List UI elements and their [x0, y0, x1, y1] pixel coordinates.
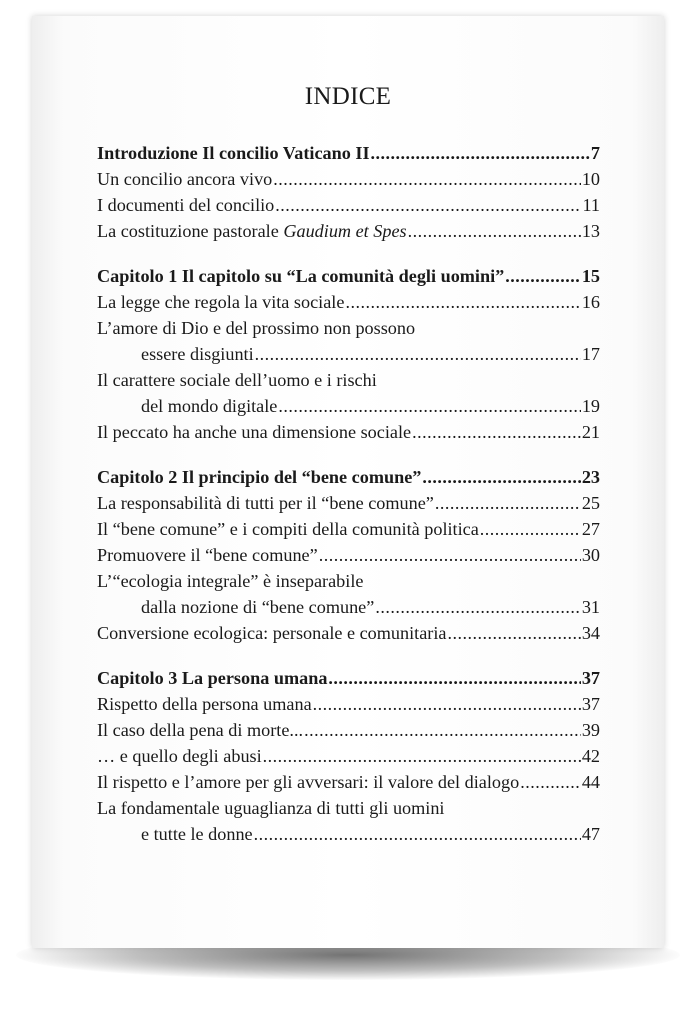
dot-leader: [328, 665, 580, 691]
toc-entry[interactable]: [97, 821, 600, 847]
dot-leader: [273, 166, 581, 192]
toc-entry-title: Il peccato ha anche una dimensione sociale: [97, 422, 412, 442]
chapter-heading-title: Introduzione Il concilio Vaticano II: [97, 143, 370, 163]
toc-entry[interactable]: [97, 620, 600, 646]
toc-entry-title: Il “bene comune” e i compiti della comunità politica: [97, 519, 479, 539]
page-number: 17: [581, 344, 600, 364]
page-number: 34: [581, 623, 600, 643]
dot-leader: [254, 821, 581, 847]
page-number: 23: [581, 467, 600, 487]
toc-entry[interactable]: [97, 542, 600, 568]
page-number: 15: [581, 266, 600, 286]
page-title: INDICE: [304, 83, 392, 110]
toc-entry-title: Il caso della pena di morte...: [97, 720, 304, 740]
toc-section: [97, 665, 600, 847]
toc-entry-title: Promuovere il “bene comune”: [97, 545, 318, 565]
dot-leader: [447, 620, 580, 646]
dot-leader: [371, 140, 590, 166]
chapter-heading-title: Capitolo 1 Il capitolo su “La comunità degli uomini”: [97, 266, 505, 286]
dot-leader: [319, 542, 581, 568]
toc-entry[interactable]: [97, 717, 600, 743]
toc-entry[interactable]: [97, 769, 600, 795]
page-number: 19: [581, 396, 600, 416]
toc-entry[interactable]: [97, 490, 600, 516]
dot-leader: [313, 691, 581, 717]
chapter-heading-title: Capitolo 2 Il principio del “bene comune”: [97, 467, 422, 487]
chapter-heading[interactable]: [97, 263, 600, 289]
toc-entry[interactable]: [97, 594, 600, 620]
page-number: 16: [581, 292, 600, 312]
toc-entry-title: Rispetto della persona umana: [97, 694, 312, 714]
page-number: 11: [582, 195, 600, 215]
table-of-contents: [97, 140, 600, 866]
toc-entry[interactable]: [97, 419, 600, 445]
page-number: 37: [581, 694, 600, 714]
dot-leader: [255, 341, 581, 367]
toc-entry-title: dalla nozione di “bene comune”: [141, 597, 375, 617]
toc-entry[interactable]: [97, 743, 600, 769]
toc-section: [97, 140, 600, 244]
chapter-heading[interactable]: [97, 464, 600, 490]
toc-entry[interactable]: [97, 516, 600, 542]
toc-section: [97, 263, 600, 445]
page-number: 42: [581, 746, 600, 766]
toc-entry[interactable]: [97, 315, 600, 341]
toc-entry-title: Il carattere sociale dell’uomo e i rischi: [97, 370, 377, 390]
page-number: 7: [590, 143, 600, 163]
page-number: 25: [581, 493, 600, 513]
toc-entry-title: essere disgiunti: [141, 344, 254, 364]
toc-entry-title: I documenti del concilio: [97, 195, 275, 215]
dot-leader: [278, 393, 580, 419]
toc-entry[interactable]: [97, 795, 600, 821]
page-number: 39: [581, 720, 600, 740]
dot-leader: [345, 289, 580, 315]
dot-leader: [480, 516, 581, 542]
page-number: 44: [581, 772, 600, 792]
toc-entry[interactable]: [97, 691, 600, 717]
toc-entry-title: Il rispetto e l’amore per gli avversari: il valore del dialogo: [97, 772, 520, 792]
toc-entry-title: del mondo digitale: [141, 396, 278, 416]
dot-leader: [304, 717, 581, 743]
dot-leader: [520, 769, 581, 795]
toc-entry-title: e tutte le donne: [141, 824, 253, 844]
page-number: 30: [581, 545, 600, 565]
chapter-heading-title: Capitolo 3 La persona umana: [97, 668, 328, 688]
toc-entry[interactable]: [97, 192, 600, 218]
dot-leader: [422, 464, 580, 490]
toc-entry-title: L’amore di Dio e del prossimo non possono: [97, 318, 416, 338]
toc-entry[interactable]: [97, 289, 600, 315]
toc-section: [97, 464, 600, 646]
toc-entry[interactable]: [97, 218, 600, 244]
toc-entry[interactable]: [97, 367, 600, 393]
toc-entry-title: Conversione ecologica: personale e comunitaria: [97, 623, 447, 643]
toc-entry[interactable]: [97, 341, 600, 367]
dot-leader: [375, 594, 581, 620]
toc-entry[interactable]: [97, 393, 600, 419]
toc-entry[interactable]: [97, 166, 600, 192]
toc-entry-title: Un concilio ancora vivo: [97, 169, 273, 189]
toc-entry[interactable]: [97, 568, 600, 594]
italic-title: Gaudium et Spes: [283, 221, 407, 241]
page-number: 31: [581, 597, 600, 617]
dot-leader: [412, 419, 581, 445]
page-number: 47: [581, 824, 600, 844]
dot-leader: [435, 490, 581, 516]
book-page: [32, 16, 664, 948]
dot-leader: [275, 192, 581, 218]
toc-entry-title: … e quello degli abusi: [97, 746, 262, 766]
dot-leader: [408, 218, 581, 244]
page-number: 37: [581, 668, 600, 688]
page-number: 27: [581, 519, 600, 539]
toc-entry-title: La fondamentale uguaglianza di tutti gli uomini: [97, 798, 445, 818]
page-number: 21: [581, 422, 600, 442]
toc-entry-title: La responsabilità di tutti per il “bene comune”: [97, 493, 434, 513]
dot-leader: [263, 743, 581, 769]
page-number: 13: [581, 221, 600, 241]
chapter-heading[interactable]: [97, 140, 600, 166]
toc-entry-title: La costituzione pastorale Gaudium et Spes: [97, 221, 407, 241]
chapter-heading[interactable]: [97, 665, 600, 691]
page-number: 10: [581, 169, 600, 189]
toc-entry-title: L’“ecologia integrale” è inseparabile: [97, 571, 364, 591]
toc-entry-title: La legge che regola la vita sociale: [97, 292, 345, 312]
dot-leader: [505, 263, 581, 289]
